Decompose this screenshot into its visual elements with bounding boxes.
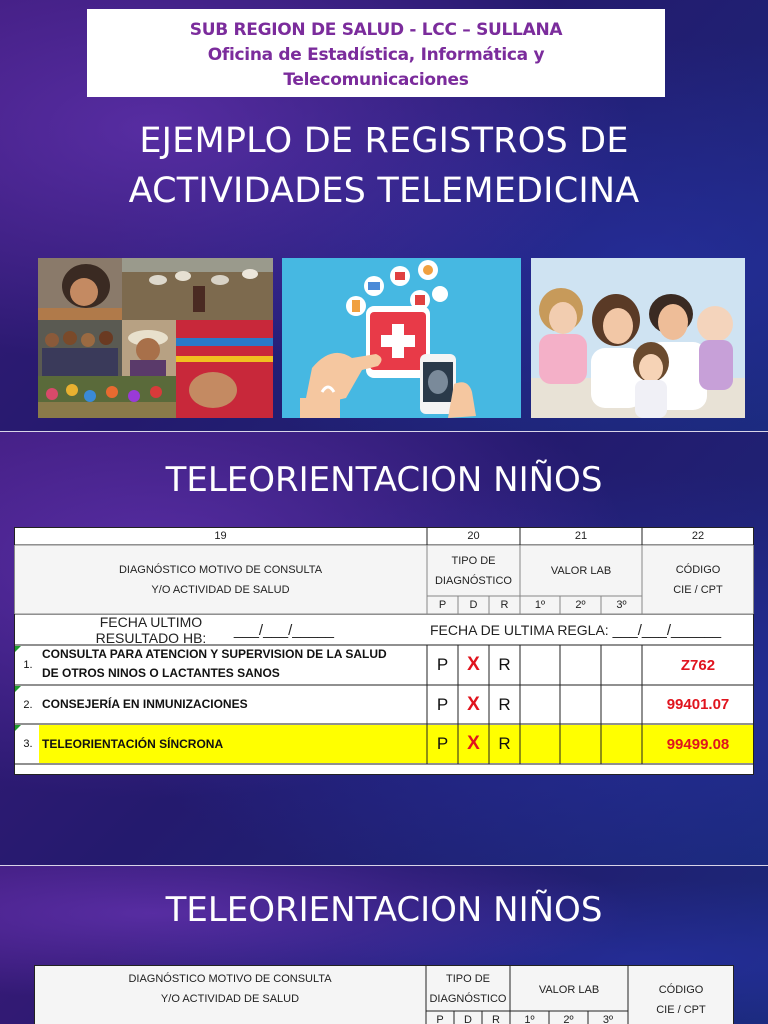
tipo-header-line-1: TIPO DE <box>451 554 496 567</box>
row-1-p: P <box>436 655 449 674</box>
codigo-header-line-1: CÓDIGO <box>675 563 721 576</box>
row-3-diagnosis: TELEORIENTACIÓN SÍNCRONA <box>42 736 224 751</box>
row-1-diagnosis-line-2: DE OTROS NINOS O LACTANTES SANOS <box>42 666 280 680</box>
tipo-diagnostico-header <box>427 545 520 596</box>
col-number-21: 21 <box>574 530 588 542</box>
row-2-diagnosis: CONSEJERÍA EN INMUNIZACIONES <box>42 697 248 711</box>
diagnosis-header-line-1: DIAGNÓSTICO MOTIVO DE CONSULTA <box>118 563 323 576</box>
row-1-d-mark: X <box>467 654 480 675</box>
page-title <box>0 116 768 216</box>
lab-col-2: 2º <box>575 599 586 611</box>
row-3-d-mark: X <box>467 733 480 754</box>
codigo-header-2-line-2: CIE / CPT <box>656 1004 706 1016</box>
row-1-diagnosis-line-1: CONSULTA PARA ATENCION Y SUPERVISION DE LA SALUD <box>42 647 387 661</box>
col-number-22: 22 <box>691 530 705 542</box>
row-2-code: 99401.07 <box>666 696 730 713</box>
slide-1 <box>0 0 768 432</box>
tipo-2-col-r: R <box>492 1014 500 1024</box>
lab-col-1: 1º <box>534 599 546 611</box>
row-1-index: 1. <box>23 659 33 671</box>
row-1-r: R <box>498 655 511 674</box>
fecha-hb-text: FECHA ULTIMO RESULTADO HB: <box>95 614 207 646</box>
tipo-header-2-line-1: TIPO DE <box>445 973 490 985</box>
diagnosis-header <box>14 545 427 614</box>
family-photo <box>531 258 745 418</box>
row-1-code: Z762 <box>680 656 716 674</box>
diagnosis-header-2 <box>34 969 426 1009</box>
lab-2-col-3: 3º <box>602 1014 614 1024</box>
codigo-header <box>642 545 754 614</box>
slide-2 <box>0 432 768 866</box>
row-3-index: 3. <box>23 738 33 750</box>
row-3-r: R <box>498 734 511 753</box>
fecha-regla-label <box>430 615 750 645</box>
fecha-hb-label <box>74 615 334 645</box>
codigo-header-2 <box>628 969 734 1024</box>
valor-lab-header: VALOR LAB <box>550 564 612 577</box>
header-line-1: SUB REGION DE SALUD - LCC – SULLANA <box>189 20 563 40</box>
row-2-p: P <box>436 694 449 714</box>
slide-3 <box>0 866 768 1024</box>
tipo-header-line-2: DIAGNÓSTICO <box>434 574 512 587</box>
registry-table-2 <box>34 965 734 1024</box>
col-number-19: 19 <box>214 530 227 542</box>
row-2-r: R <box>498 694 511 714</box>
diagnosis-header-line-2: Y/O ACTIVIDAD DE SALUD <box>151 583 290 596</box>
fecha-regla-blank: ___/___/______ <box>612 621 722 639</box>
row-3-code: 99499.08 <box>666 735 730 753</box>
tipo-header-2-line-2: DIAGNÓSTICO <box>429 993 507 1005</box>
registry-table <box>14 527 754 775</box>
col-number-20: 20 <box>467 530 480 542</box>
fecha-regla-text: FECHA DE ULTIMA REGLA: <box>430 622 609 638</box>
header-card <box>87 9 665 97</box>
tipo-2-col-p: P <box>436 1014 444 1024</box>
slide-3-title: TELEORIENTACION NIÑOS <box>165 890 603 930</box>
row-2-index: 2. <box>23 698 33 711</box>
tipo-2-col-d: D <box>464 1014 472 1024</box>
codigo-header-line-2: CIE / CPT <box>673 583 723 596</box>
community-collage-image <box>38 258 273 418</box>
row-3-p: P <box>436 734 449 753</box>
fecha-hb-blank: ___/___/_____ <box>233 621 334 639</box>
codigo-header-2-line-1: CÓDIGO <box>658 984 704 996</box>
row-2-d-mark: X <box>467 693 480 715</box>
diagnosis-header-2-line-2: Y/O ACTIVIDAD DE SALUD <box>160 993 300 1005</box>
tipo-col-p: P <box>438 599 447 611</box>
header-line-3: Telecomunicaciones <box>283 70 469 90</box>
title-line-1: EJEMPLO DE REGISTROS DE <box>139 121 629 161</box>
slide-2-title: TELEORIENTACION NIÑOS <box>165 460 603 500</box>
lab-col-3: 3º <box>616 599 627 611</box>
tipo-col-r: R <box>500 599 509 611</box>
tipo-diagnostico-header-2 <box>426 969 510 1009</box>
lab-2-col-2: 2º <box>563 1014 574 1024</box>
title-line-2: ACTIVIDADES TELEMEDICINA <box>128 171 640 211</box>
lab-2-col-1: 1º <box>524 1014 535 1024</box>
telemedicine-illustration <box>282 258 521 418</box>
valor-lab-header-2: VALOR LAB <box>538 984 600 996</box>
row-1-diagnosis <box>42 645 426 685</box>
header-line-2: Oficina de Estadística, Informática y <box>207 45 545 65</box>
tipo-col-d: D <box>469 599 478 611</box>
diagnosis-header-2-line-1: DIAGNÓSTICO MOTIVO DE CONSULTA <box>128 973 332 985</box>
